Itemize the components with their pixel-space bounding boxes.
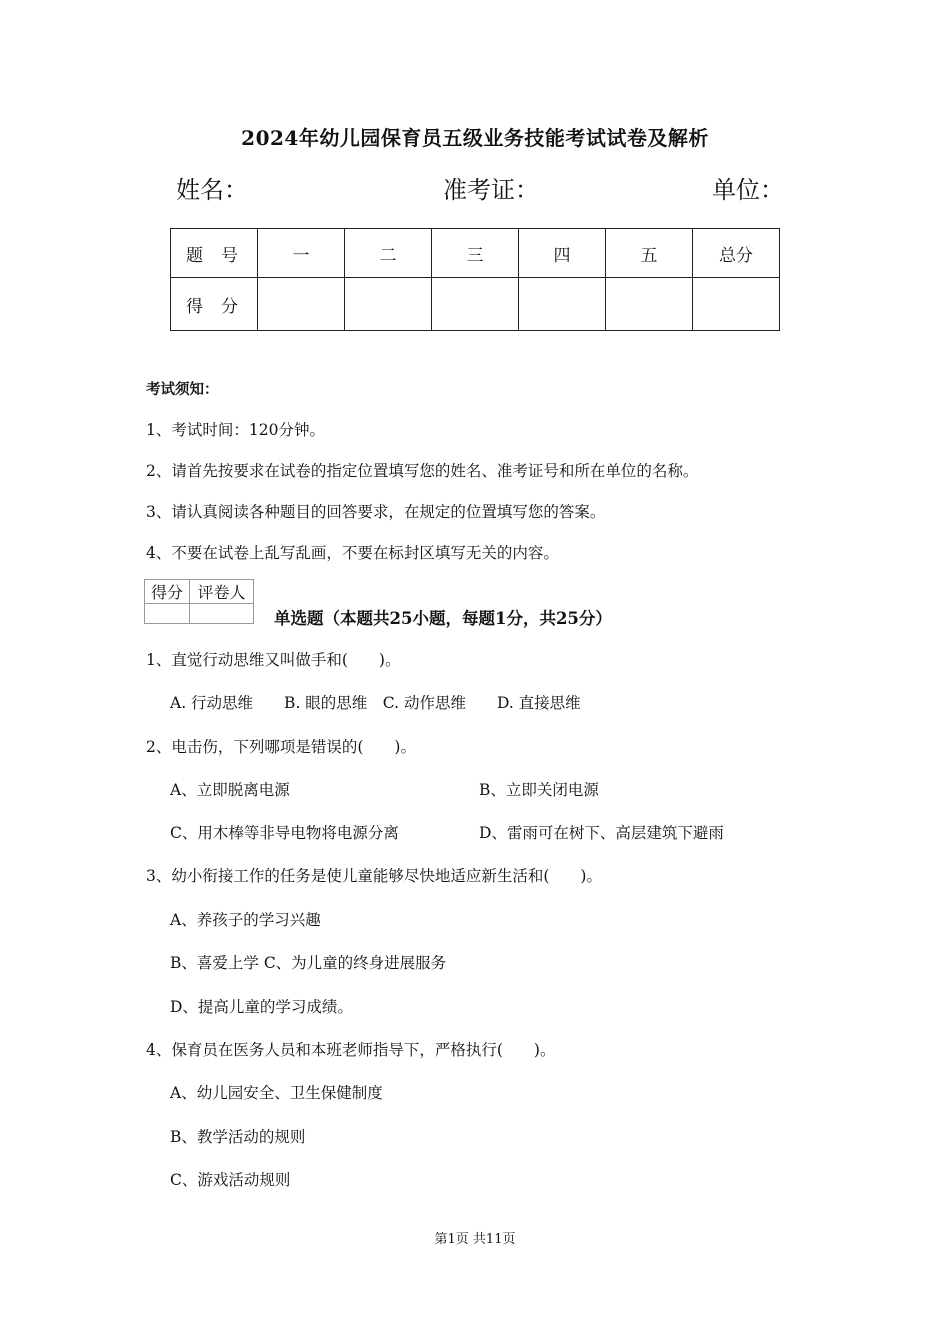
- option-d: D、提高儿童的学习成绩。: [170, 998, 353, 1016]
- question-stem: 2、电击伤，下列哪项是错误的( )。: [146, 738, 416, 756]
- question-stem: 4、保育员在医务人员和本班老师指导下，严格执行( )。: [146, 1041, 556, 1059]
- page-footer: 第1页 共11页: [434, 1232, 516, 1247]
- score-table-col-1: 一: [258, 229, 345, 278]
- option-b: B、喜爱上学 C、为儿童的终身进展服务: [170, 954, 447, 972]
- score-cell-total[interactable]: [693, 278, 780, 331]
- grader-name-cell[interactable]: [190, 604, 254, 624]
- unit-field-label: 单位：: [712, 176, 784, 204]
- option-c: C、用木棒等非导电物将电源分离: [170, 824, 399, 842]
- score-table-col-total: 总分: [693, 229, 780, 278]
- page-title: 2024年幼儿园保育员五级业务技能考试试卷及解析: [241, 126, 709, 150]
- option-a: A、幼儿园安全、卫生保健制度: [170, 1084, 383, 1102]
- score-cell-5[interactable]: [606, 278, 693, 331]
- score-cell-2[interactable]: [345, 278, 432, 331]
- score-table-header-row: [171, 229, 780, 278]
- option-b: B、教学活动的规则: [170, 1128, 306, 1146]
- score-table: [170, 228, 780, 331]
- grader-name-label: 评卷人: [190, 580, 254, 604]
- score-table-col-4: 四: [519, 229, 606, 278]
- score-cell-3[interactable]: [432, 278, 519, 331]
- exam-number-field-label: 准考证：: [443, 176, 539, 204]
- notice-heading: 考试须知：: [146, 381, 219, 398]
- option-b: B、立即关闭电源: [479, 781, 599, 799]
- notice-item: 3、请认真阅读各种题目的回答要求，在规定的位置填写您的答案。: [146, 503, 606, 521]
- notice-item: 1、考试时间：120分钟。: [146, 421, 325, 439]
- grader-box: [144, 579, 254, 624]
- name-field-label: 姓名：: [176, 176, 248, 204]
- score-table-score-row: [171, 278, 780, 331]
- question-stem: 1、直觉行动思维又叫做手和( )。: [146, 651, 401, 669]
- question-options: A. 行动思维 B. 眼的思维 C. 动作思维 D. 直接思维: [170, 694, 581, 712]
- option-d: D、雷雨可在树下、高层建筑下避雨: [479, 824, 724, 842]
- grader-score-label: 得分: [145, 580, 190, 604]
- score-table-header-label: 题号: [171, 229, 258, 278]
- score-table-col-5: 五: [606, 229, 693, 278]
- question-stem: 3、幼小衔接工作的任务是使儿童能够尽快地适应新生活和( )。: [146, 867, 602, 885]
- grader-score-cell[interactable]: [145, 604, 190, 624]
- score-cell-4[interactable]: [519, 278, 606, 331]
- option-c: C、游戏活动规则: [170, 1171, 291, 1189]
- score-table-score-label: 得分: [171, 278, 258, 331]
- notice-item: 4、不要在试卷上乱写乱画，不要在标封区填写无关的内容。: [146, 544, 559, 562]
- score-table-col-2: 二: [345, 229, 432, 278]
- option-a: A、立即脱离电源: [170, 781, 290, 799]
- notice-item: 2、请首先按要求在试卷的指定位置填写您的姓名、准考证号和所在单位的名称。: [146, 462, 699, 480]
- section-title: 单选题（本题共25小题，每题1分，共25分）: [274, 609, 612, 628]
- score-table-col-3: 三: [432, 229, 519, 278]
- score-cell-1[interactable]: [258, 278, 345, 331]
- option-a: A、养孩子的学习兴趣: [170, 911, 321, 929]
